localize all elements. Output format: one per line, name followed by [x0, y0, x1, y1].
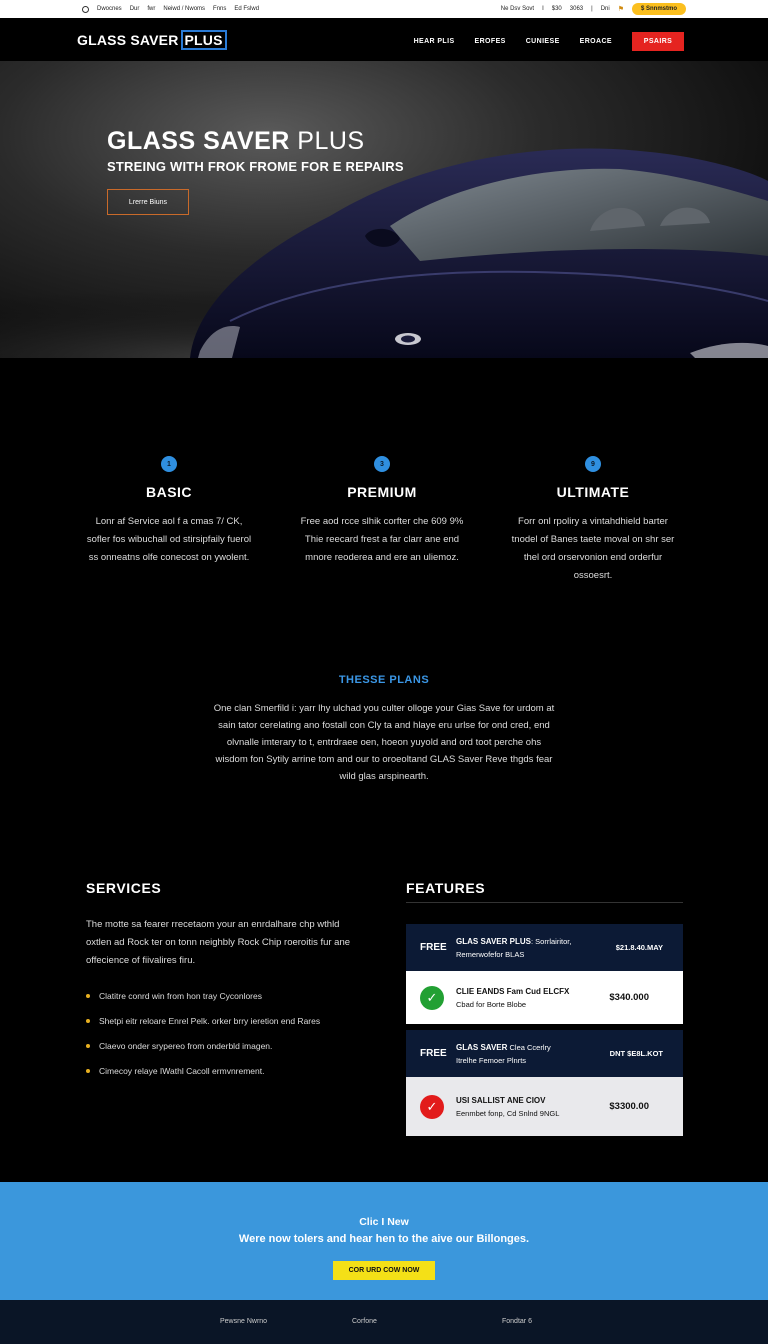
services-title: SERVICES	[86, 880, 162, 896]
plan-number-badge: 9	[585, 456, 601, 472]
cta-button[interactable]: COR URD COW NOW	[333, 1261, 435, 1280]
utility-divider: |	[591, 6, 593, 12]
services-list-item: Clatitre conrd win from hon tray Cyconlores	[86, 988, 366, 1004]
utility-bar	[0, 0, 768, 18]
site-logo[interactable]	[77, 32, 227, 48]
utility-link[interactable]: fwr	[147, 6, 156, 12]
nav-link[interactable]: HEAR PLIS	[413, 38, 455, 45]
footer-link[interactable]: Pewsne Nwrno	[220, 1318, 268, 1325]
feature-price: DNT $E8L.KOT	[609, 1049, 663, 1058]
plan-name: BASIC	[145, 484, 193, 500]
hero-button[interactable]: Lrerre Biuns	[107, 189, 189, 215]
utility-bar-left	[82, 0, 259, 18]
utility-link[interactable]: 3063	[569, 6, 584, 12]
utility-link[interactable]: Ed Fslwd	[234, 6, 260, 12]
feature-subtitle: Eenmbet fonp, Cd Snlnd 9NGL	[456, 1108, 560, 1118]
nav-link[interactable]: EROACE	[579, 38, 612, 45]
feature-info	[456, 1041, 603, 1067]
utility-link[interactable]: $30	[551, 6, 562, 12]
nav-cta-button[interactable]: PSAIRS	[632, 32, 684, 51]
main-nav	[0, 18, 768, 61]
location-icon[interactable]: ⚑	[617, 6, 624, 13]
hero-title-light: PLUS	[297, 127, 365, 155]
feature-row[interactable]	[406, 1030, 683, 1077]
feature-price: $340.000	[609, 992, 649, 1003]
footer-link[interactable]: Corfone	[352, 1318, 377, 1325]
services-list-item: Shetpi eitr reloare Enrel Pelk. orker brry ieretion end Rares	[86, 1013, 366, 1029]
plans-paragraph: One clan Smerfild i: yarr lhy ulchad you culter olloge your Gias Save for urdom at sain tator cerelating ano fostall con Cly ta and hlaye eru urlse for ond cred, end olvnalle imterary to t, entrdraee oen, hoeon yuyold and ord toot perche ohs wisdom fon Sytily arrine tom and our to oroeoltand GLAS Saver Reve thgds fear wild glas arspinearth.	[213, 703, 555, 782]
feature-title: GLAS SAVER	[456, 1042, 508, 1052]
hero-title-bold: GLASS SAVER	[107, 127, 290, 155]
plan-name: PREMIUM	[347, 484, 417, 500]
feature-subtitle: Cbad for Borte Blobe	[456, 999, 527, 1009]
feature-price: $21.8.40.MAY	[615, 943, 663, 952]
footer-link[interactable]: Fondtar 6	[502, 1318, 532, 1325]
utility-link[interactable]: Fnns	[213, 6, 227, 12]
utility-text: I	[542, 6, 544, 12]
plan-card-ultimate	[508, 456, 678, 585]
feature-row[interactable]	[406, 971, 683, 1024]
utility-bar-right	[501, 0, 686, 18]
utility-link[interactable]: Dwocnes	[97, 6, 122, 12]
feature-subtitle: Itrelhe Femoer Plnrts	[456, 1055, 527, 1065]
feature-title: CLIE EANDS Fam Cud ELCFX	[456, 986, 570, 996]
plan-description: Lonr af Service aol f a cmas 7/ CK, sofler fos wibuchall od stirsipfaily fuerol ss onneatns olfe conecost on ywolent.	[86, 516, 252, 563]
feature-row[interactable]	[406, 1077, 683, 1136]
utility-link[interactable]: Dur	[129, 6, 140, 12]
feature-title-suffix: : Sorrlairitor,	[530, 936, 572, 946]
plan-name: ULTIMATE	[556, 484, 630, 500]
nav-link[interactable]: CUNIESE	[525, 38, 560, 45]
cta-band	[0, 1182, 768, 1300]
services-list-item: Claevo onder srypereo from onderbld imagen.	[86, 1038, 366, 1054]
plan-description: Free aod rcce slhik corfter che 609 9% Thie reecard frest a far clarr ane end mnore reoderea and ere an uliemoz.	[300, 516, 464, 563]
feature-info	[456, 935, 603, 961]
feature-info	[456, 1094, 605, 1120]
plan-card-premium	[297, 456, 467, 567]
globe-icon[interactable]	[82, 6, 89, 13]
services-list-item: Cimecoy relaye IWathl Cacoll ermvnrement.	[86, 1063, 366, 1079]
utility-link[interactable]: Ne Dsv Sovt	[500, 6, 535, 12]
utility-pill-button[interactable]: $ Snnmstmo	[632, 3, 686, 15]
logo-plus: PLUS	[181, 30, 227, 50]
plans-heading: THESSE PLANS	[338, 674, 430, 686]
feature-title-suffix: Clea Ccerlry	[507, 1042, 551, 1052]
hero-banner	[0, 61, 768, 358]
feature-price: $3300.00	[609, 1101, 649, 1112]
hero-subtitle: STREING WITH FROK FROME FOR E REPAIRS	[107, 159, 404, 174]
plan-description: Forr onl rpoliry a vintahdhield barter tnodel of Banes taete moval on shr ser thel ord orservonion end orderfur ossoesrt.	[511, 516, 675, 581]
feature-info	[456, 985, 605, 1011]
feature-tag: FREE	[420, 1048, 447, 1059]
hero-title	[107, 127, 365, 156]
cta-headline: Were now tolers and hear hen to the aive our Billonges.	[238, 1233, 530, 1245]
feature-subtitle: Remerwofefor BLAS	[456, 949, 525, 959]
cta-kicker: Clic I New	[359, 1216, 409, 1228]
services-list	[86, 988, 366, 1079]
feature-row[interactable]	[406, 924, 683, 971]
check-icon: ✓	[420, 1095, 444, 1119]
utility-link[interactable]: Dni	[600, 6, 610, 12]
feature-title: GLAS SAVER PLUS	[456, 936, 531, 946]
feature-tag: FREE	[420, 942, 447, 953]
nav-link[interactable]: EROFES	[474, 38, 506, 45]
feature-title: USI SALLIST ANE CIOV	[456, 1095, 546, 1105]
features-title: FEATURES	[406, 880, 683, 903]
services-intro: The motte sa fearer rrecetaom your an enrdalhare chp wthld oxtlen ad Rock ter on tonn neighbly Rock Chip roeroitis fur ane offecience of fiivalires firu.	[86, 919, 351, 966]
plan-card-basic	[84, 456, 254, 567]
services-section	[86, 880, 366, 1088]
site-footer	[0, 1300, 768, 1344]
plan-number-badge: 3	[374, 456, 390, 472]
nav-links	[414, 32, 684, 51]
utility-link[interactable]: Neiwd / Nwoms	[163, 6, 206, 12]
check-icon: ✓	[420, 986, 444, 1010]
logo-main: GLASS SAVER	[77, 32, 179, 48]
features-section	[406, 880, 683, 1136]
plan-number-badge: 1	[161, 456, 177, 472]
